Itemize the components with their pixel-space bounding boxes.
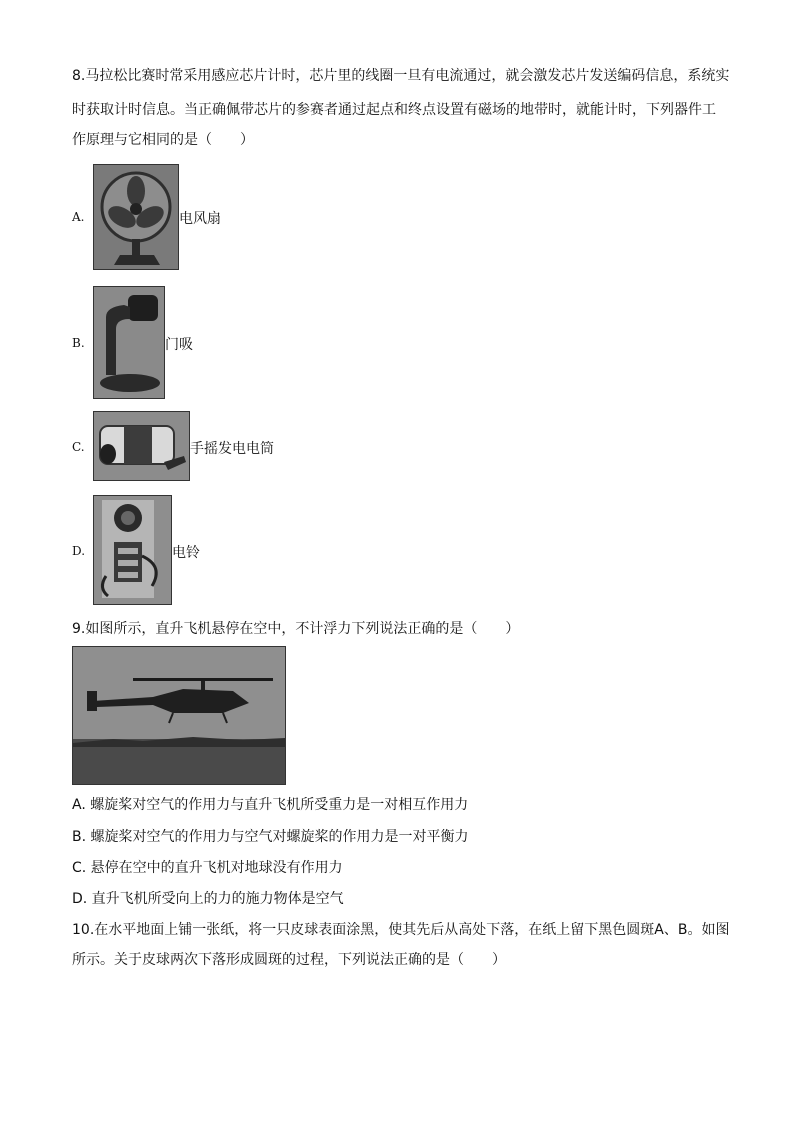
electric-bell-image <box>93 495 172 605</box>
q8-option-a-text: 电风扇 <box>179 211 221 227</box>
q9-option-c: C. 悬停在空中的直升飞机对地球没有作用力 <box>72 860 343 876</box>
q9-option-a: A. 螺旋桨对空气的作用力与直升飞机所受重力是一对相互作用力 <box>72 797 469 813</box>
q8-option-a-label: A. <box>72 210 85 224</box>
q8-option-d-text: 电铃 <box>172 545 200 561</box>
q10-stem-line-2: 所示。关于皮球两次下落形成圆斑的过程，下列说法正确的是（ ） <box>72 952 506 968</box>
q8-option-c-text: 手摇发电电筒 <box>190 441 274 457</box>
helicopter-image <box>72 646 286 785</box>
q8-option-d-label: D. <box>72 544 86 558</box>
q8-stem-line-1: 8.马拉松比赛时常采用感应芯片计时，芯片里的线圈一旦有电流通过，就会激发芯片发送编码信息，系统实 <box>72 68 730 84</box>
q9-stem: 9.如图所示，直升飞机悬停在空中，不计浮力下列说法正确的是（ ） <box>72 621 520 637</box>
q10-stem-line-1: 10.在水平地面上铺一张纸，将一只皮球表面涂黑，使其先后从高处下落，在纸上留下黑色圆斑A、B。如图 <box>72 922 730 938</box>
hand-crank-flashlight-image <box>93 411 190 481</box>
q8-option-b-text: 门吸 <box>165 337 193 353</box>
q9-option-b: B. 螺旋桨对空气的作用力与空气对螺旋桨的作用力是一对平衡力 <box>72 829 469 845</box>
q8-option-c-label: C. <box>72 440 85 454</box>
q8-stem-line-3: 作原理与它相同的是（ ） <box>72 132 254 148</box>
q9-option-d: D. 直升飞机所受向上的力的施力物体是空气 <box>72 891 344 907</box>
electric-fan-image <box>93 164 179 270</box>
q8-stem-line-2: 时获取计时信息。当正确佩带芯片的参赛者通过起点和终点设置有磁场的地带时，就能计时，下列器件工 <box>72 102 716 118</box>
door-stop-image <box>93 286 165 399</box>
q8-option-b-label: B. <box>72 336 85 350</box>
